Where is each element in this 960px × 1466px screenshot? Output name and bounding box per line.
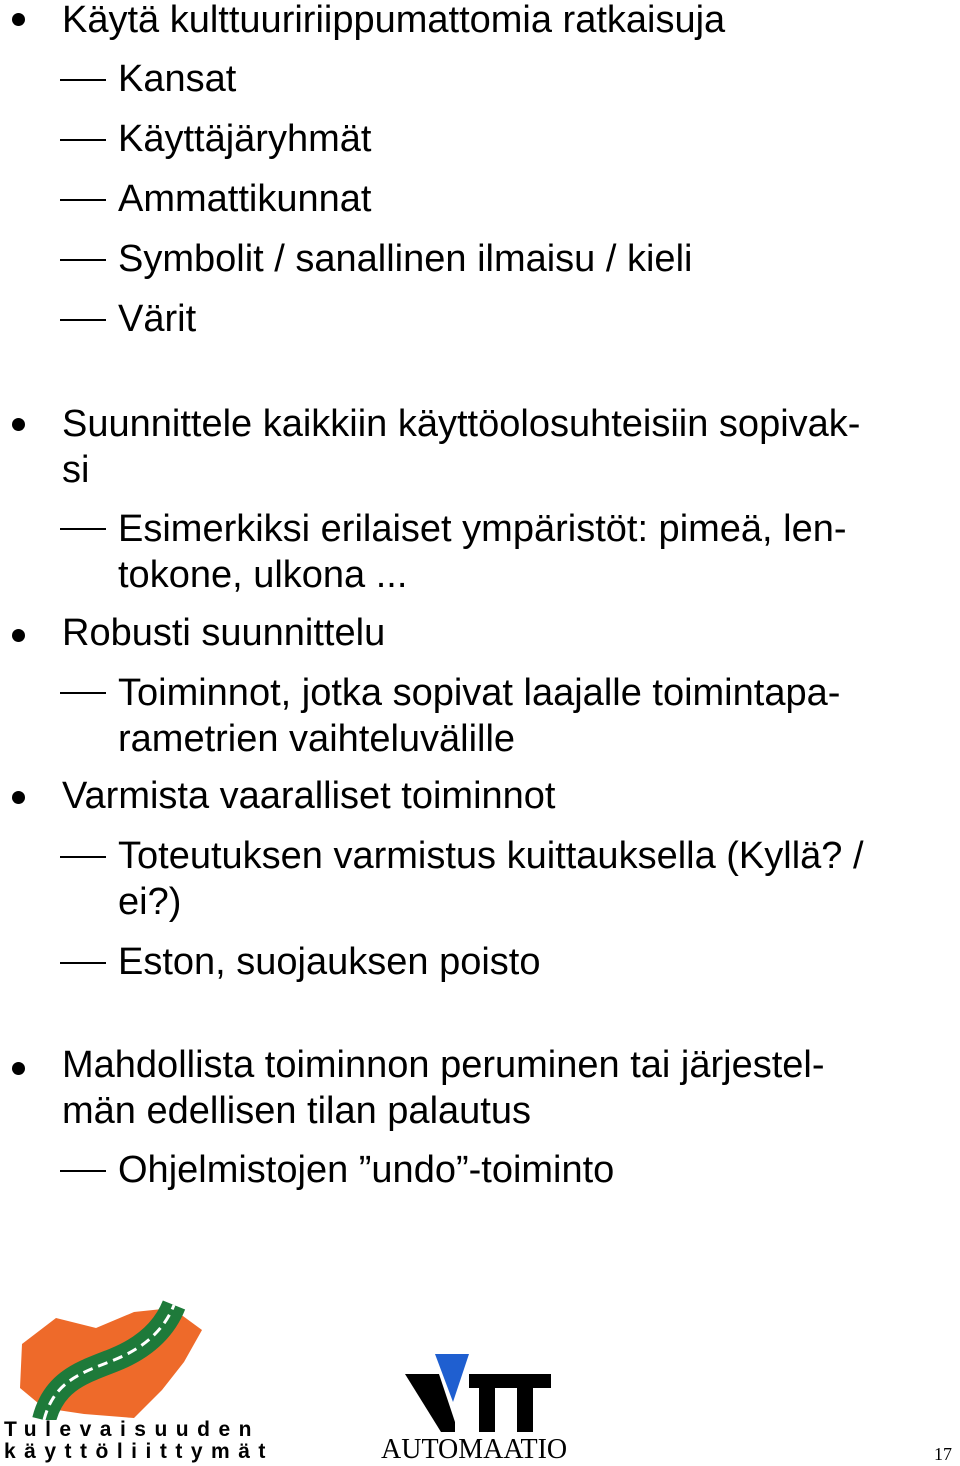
dash-marker	[60, 79, 106, 81]
bullet-text: Mahdollista toiminnon peruminen tai järjestel-	[62, 1044, 825, 1086]
dash-marker	[60, 1170, 106, 1172]
sub-bullet-text: Esimerkiksi erilaiset ympäristöt: pimeä, len-	[118, 508, 847, 550]
sub-bullet-text: rametrien vaihteluvälille	[118, 718, 516, 760]
bullet-dot	[12, 418, 25, 431]
sub-bullet-text: Symbolit / sanallinen ilmaisu / kieli	[118, 238, 693, 280]
dash-marker	[60, 139, 106, 141]
bullet-dot	[12, 791, 25, 804]
automaatio-label: AUTOMAATIO	[381, 1434, 568, 1465]
bullet-dot	[12, 1062, 25, 1075]
sub-bullet-text: Ammattikunnat	[118, 178, 372, 220]
dash-marker	[60, 528, 106, 530]
bullet-text: si	[62, 449, 90, 491]
bullet-text: män edellisen tilan palautus	[62, 1090, 531, 1132]
dash-marker	[60, 199, 106, 201]
bullet-dot	[12, 13, 25, 26]
sub-bullet-text: Toiminnot, jotka sopivat laajalle toimintapa-	[118, 672, 841, 714]
bullet-text: Robusti suunnittelu	[62, 612, 386, 654]
sub-bullet-text: Ohjelmistojen ”undo”-toiminto	[118, 1149, 615, 1191]
dash-marker	[60, 856, 106, 858]
bullet-text: Käytä kulttuuririippumattomia ratkaisuja	[62, 0, 726, 41]
bullet-text: Suunnittele kaikkiin käyttöolosuhteisiin sopivak-	[62, 403, 861, 445]
dash-marker	[60, 962, 106, 964]
sub-bullet-text: Käyttäjäryhmät	[118, 118, 372, 160]
dash-marker	[60, 259, 106, 261]
road-map-logo	[14, 1300, 214, 1420]
page-number: 17	[934, 1444, 952, 1464]
sub-bullet-text: ei?)	[118, 881, 182, 923]
bullet-dot	[12, 629, 25, 642]
logo-line-2: käyttöliittymät	[4, 1440, 274, 1463]
sub-bullet-text: tokone, ulkona ...	[118, 554, 408, 596]
vtt-logo	[405, 1352, 555, 1432]
dash-marker	[60, 319, 106, 321]
sub-bullet-text: Eston, suojauksen poisto	[118, 941, 541, 983]
sub-bullet-text: Kansat	[118, 58, 237, 100]
bullet-text: Varmista vaaralliset toiminnot	[62, 775, 556, 817]
sub-bullet-text: Toteutuksen varmistus kuittauksella (Kyllä? /	[118, 835, 864, 877]
dash-marker	[60, 692, 106, 694]
sub-bullet-text: Värit	[118, 298, 197, 340]
logo-line-1: Tulevaisuuden	[4, 1418, 260, 1441]
